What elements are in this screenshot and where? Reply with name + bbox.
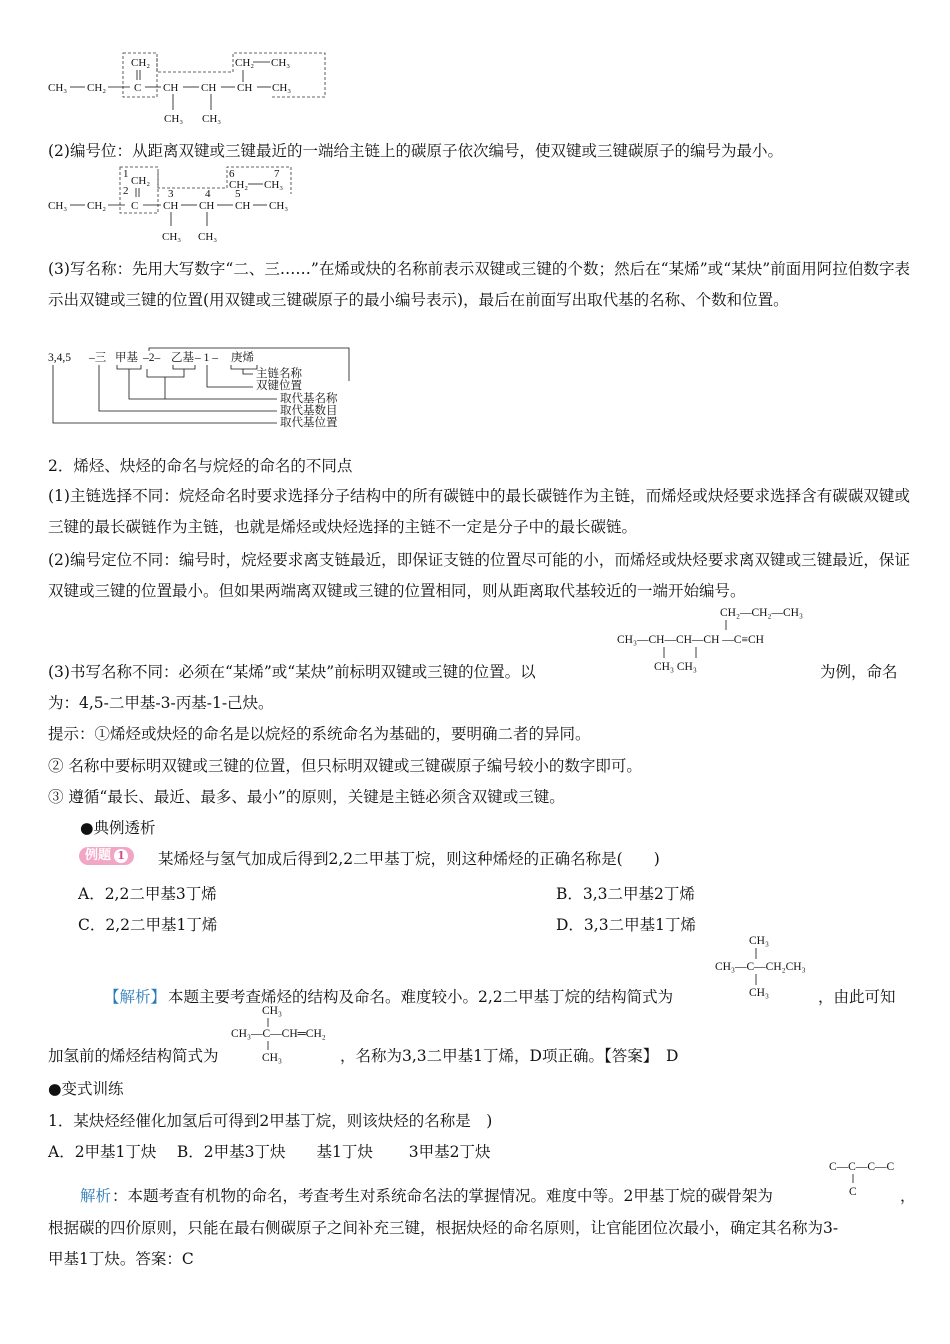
name-part-count: –三 <box>89 352 107 364</box>
label-substituent-name: 取代基名称 <box>280 393 338 405</box>
name-part-1: – 1 – <box>195 352 218 364</box>
diff-3-text-a: (3)书写名称不同：必须在“某烯”或“某炔”前标明双键或三键的位置。以 <box>48 663 536 681</box>
s3-top: CH₂—CH₂—CH₃ <box>720 607 803 619</box>
step2-text: (2)编号位：从距离双键或三键最近的一端给主链上的碳原子依次编号，使双键或三键碳原子的编号为最小。 <box>48 142 783 160</box>
diff-3-text-c: 为：4,5-二甲基-3-丙基-1-己炔。 <box>48 694 274 712</box>
example-tag <box>79 844 134 865</box>
svg-text:CH₃: CH₃ <box>198 231 218 243</box>
step3-text: (3)写名称：先用大写数字“二、三……”在烯或炔的名称前表示双键或三键的个数；然后在“某烯”或“某炔”前面用阿拉伯数字表示出双键或三键的位置(用双键或三键碳原子的最小编号表示)，最后在前面写出取代基的名称、个数和位置。 <box>48 260 910 309</box>
example-question: 某烯烃与氢气加成后得到2,2二甲基丁烷，则这种烯烃的正确名称是( ) <box>158 850 660 868</box>
option-b: B．3,3二甲基2丁烯 <box>556 885 695 903</box>
name-part-locants: 3,4,5 <box>48 352 71 364</box>
example-tag-label: 例题 <box>85 848 112 863</box>
analysis-text-a: 本题主要考查烯烃的结构及命名。难度较小。2,2二甲基丁烷的结构简式为 <box>168 988 674 1006</box>
label-substituent-count: 取代基数目 <box>280 405 338 417</box>
name-part-ethyl: 乙基 <box>171 352 194 364</box>
s1-bottom-0: CH₃ <box>164 113 184 125</box>
s1-top-right-0: CH₂ <box>235 57 255 69</box>
practice-analysis-c: 根据碳的四价原则，只能在最右侧碳原子之间补充三键，根据炔烃的命名原则，让官能团位次最小，确定其名称为3- <box>48 1219 839 1237</box>
svg-text:CH₂: CH₂ <box>131 175 151 187</box>
structure-5-diagram <box>228 1000 348 1070</box>
svg-text:CH₃: CH₃ <box>269 200 289 212</box>
structure-3-diagram <box>612 600 822 680</box>
s1-bottom-1: CH₃ <box>202 113 222 125</box>
svg-text:CH: CH <box>199 200 215 212</box>
analysis-text-c: 加氢前的烯烃结构简式为 <box>48 1047 219 1065</box>
s3-main: CH₃—CH—CH—CH —C≡CH <box>617 634 764 646</box>
s1-main-1: CH₂ <box>87 82 107 94</box>
practice-question: 1．某炔烃经催化加氢后可得到2甲基丁烷，则该炔烃的名称是 ) <box>48 1112 493 1130</box>
svg-text:CH₂: CH₂ <box>87 200 107 212</box>
svg-text:CH: CH <box>163 200 179 212</box>
option-c: C．2,2二甲基1丁烯 <box>78 916 218 934</box>
s1-main-4: CH <box>201 82 217 94</box>
s2-num-5: 5 <box>235 188 241 200</box>
svg-text:C: C <box>131 200 139 212</box>
hint-3: ③ 遵循“最长、最近、最多、最小”的原则，关键是主链必须含双键或三键。 <box>48 788 565 806</box>
s2-num-1: 1 <box>123 168 129 180</box>
svg-text:CH₃: CH₃ <box>48 200 68 212</box>
example-tag-number: 1 <box>114 849 128 863</box>
skeleton-main: C—C—C—C <box>829 1161 895 1173</box>
skeleton-bottom: C <box>849 1186 857 1198</box>
s4-top: CH₃ <box>749 935 769 947</box>
s2-num-6: 6 <box>229 168 235 180</box>
s2-num-4: 4 <box>205 188 211 200</box>
analysis-text-d: ，名称为3,3二甲基1丁烯，D项正确。【答案】 D <box>340 1047 679 1065</box>
svg-text:CH: CH <box>235 200 251 212</box>
s2-num-7: 7 <box>274 168 280 180</box>
name-part-methyl: 甲基 <box>115 352 138 364</box>
s1-main-2: C <box>134 82 142 94</box>
practice-analysis-b: ， <box>900 1187 916 1205</box>
s1-main-5: CH <box>237 82 253 94</box>
analysis-text-b: ，由此可知 <box>818 988 896 1006</box>
structure-4-diagram <box>712 928 832 1000</box>
s1-main-3: CH <box>163 82 179 94</box>
practice-analysis-d: 甲基1丁炔。答案：C <box>48 1250 194 1268</box>
practice-options: A．2甲基1丁炔 B．2甲基3丁炔 基1丁炔 3甲基2丁炔 <box>48 1143 491 1161</box>
section-2-title: 2．烯烃、炔烃的命名与烷烃的命名的不同点 <box>48 457 353 475</box>
svg-text:CH₃: CH₃ <box>162 231 182 243</box>
svg-text:CH₃: CH₃ <box>264 179 284 191</box>
s4-bottom: CH₃ <box>749 987 769 999</box>
s5-main: CH₃—C—CH═CH₂ <box>231 1028 326 1040</box>
structure-2-diagram <box>45 164 335 248</box>
s2-num-3: 3 <box>168 188 174 200</box>
s2-num-2: 2 <box>123 185 129 197</box>
option-d: D．3,3二甲基1丁烯 <box>556 916 696 934</box>
s3-bottom: CH₃ CH₃ <box>654 661 697 673</box>
label-substituent-pos: 取代基位置 <box>280 417 338 429</box>
s5-bottom: CH₃ <box>262 1052 282 1064</box>
svg-text:CH₂: CH₂ <box>229 179 249 191</box>
carbon-skeleton-diagram <box>826 1154 910 1204</box>
diff-3-text-b: 为例，命名 <box>820 663 898 681</box>
naming-diagram <box>45 347 355 437</box>
structure-1-diagram <box>45 50 335 132</box>
label-main-chain: 主链名称 <box>256 368 302 380</box>
name-part-2: –2– <box>143 352 161 364</box>
hint-2: ② 名称中要标明双键或三键的位置，但只标明双键或三键碳原子编号较小的数字即可。 <box>48 757 642 775</box>
s5-top: CH₃ <box>262 1005 282 1017</box>
label-double-bond-pos: 双键位置 <box>256 380 302 392</box>
s4-main: CH₃—C—CH₂CH₃ <box>715 961 806 973</box>
example-section-title: ●典例透析 <box>80 819 156 837</box>
name-part-heptene: 庚烯 <box>231 352 254 364</box>
practice-analysis-label: 解析 <box>80 1187 112 1205</box>
hint-1: 提示：①烯烃或炔烃的命名是以烷烃的系统命名为基础的，要明确二者的异同。 <box>48 725 591 743</box>
diff-2-text: (2)编号定位不同：编号时，烷烃要求离支链最近，即保证支链的位置尽可能的小，而烯烃或炔烃要求离双键或三键最近，保证双键或三键的位置最小。但如果两端离双键或三键的位置相同，则从距离取代基较近的一端开始编号。 <box>48 551 910 600</box>
s1-main-6: CH₃ <box>272 82 292 94</box>
diff-1-text: (1)主链选择不同：烷烃命名时要求选择分子结构中的所有碳链中的最长碳链作为主链，而烯烃或炔烃要求选择含有碳碳双键或三键的最长碳链作为主链，也就是烯烃或炔烃选择的主链不一定是分子中的最长碳链。 <box>48 487 910 536</box>
analysis-label: 【解析】 <box>104 988 167 1006</box>
s1-top-left: CH₂ <box>131 57 151 69</box>
practice-analysis-a: ：本题考查有机物的命名，考查考生对系统命名法的掌握情况。难度中等。2甲基丁烷的碳骨架为 <box>112 1187 773 1205</box>
practice-section-title: ●变式训练 <box>48 1080 124 1098</box>
s1-top-right-1: CH₃ <box>271 57 291 69</box>
option-a: A．2,2二甲基3丁烯 <box>78 885 217 903</box>
s1-main-0: CH₃ <box>48 82 68 94</box>
